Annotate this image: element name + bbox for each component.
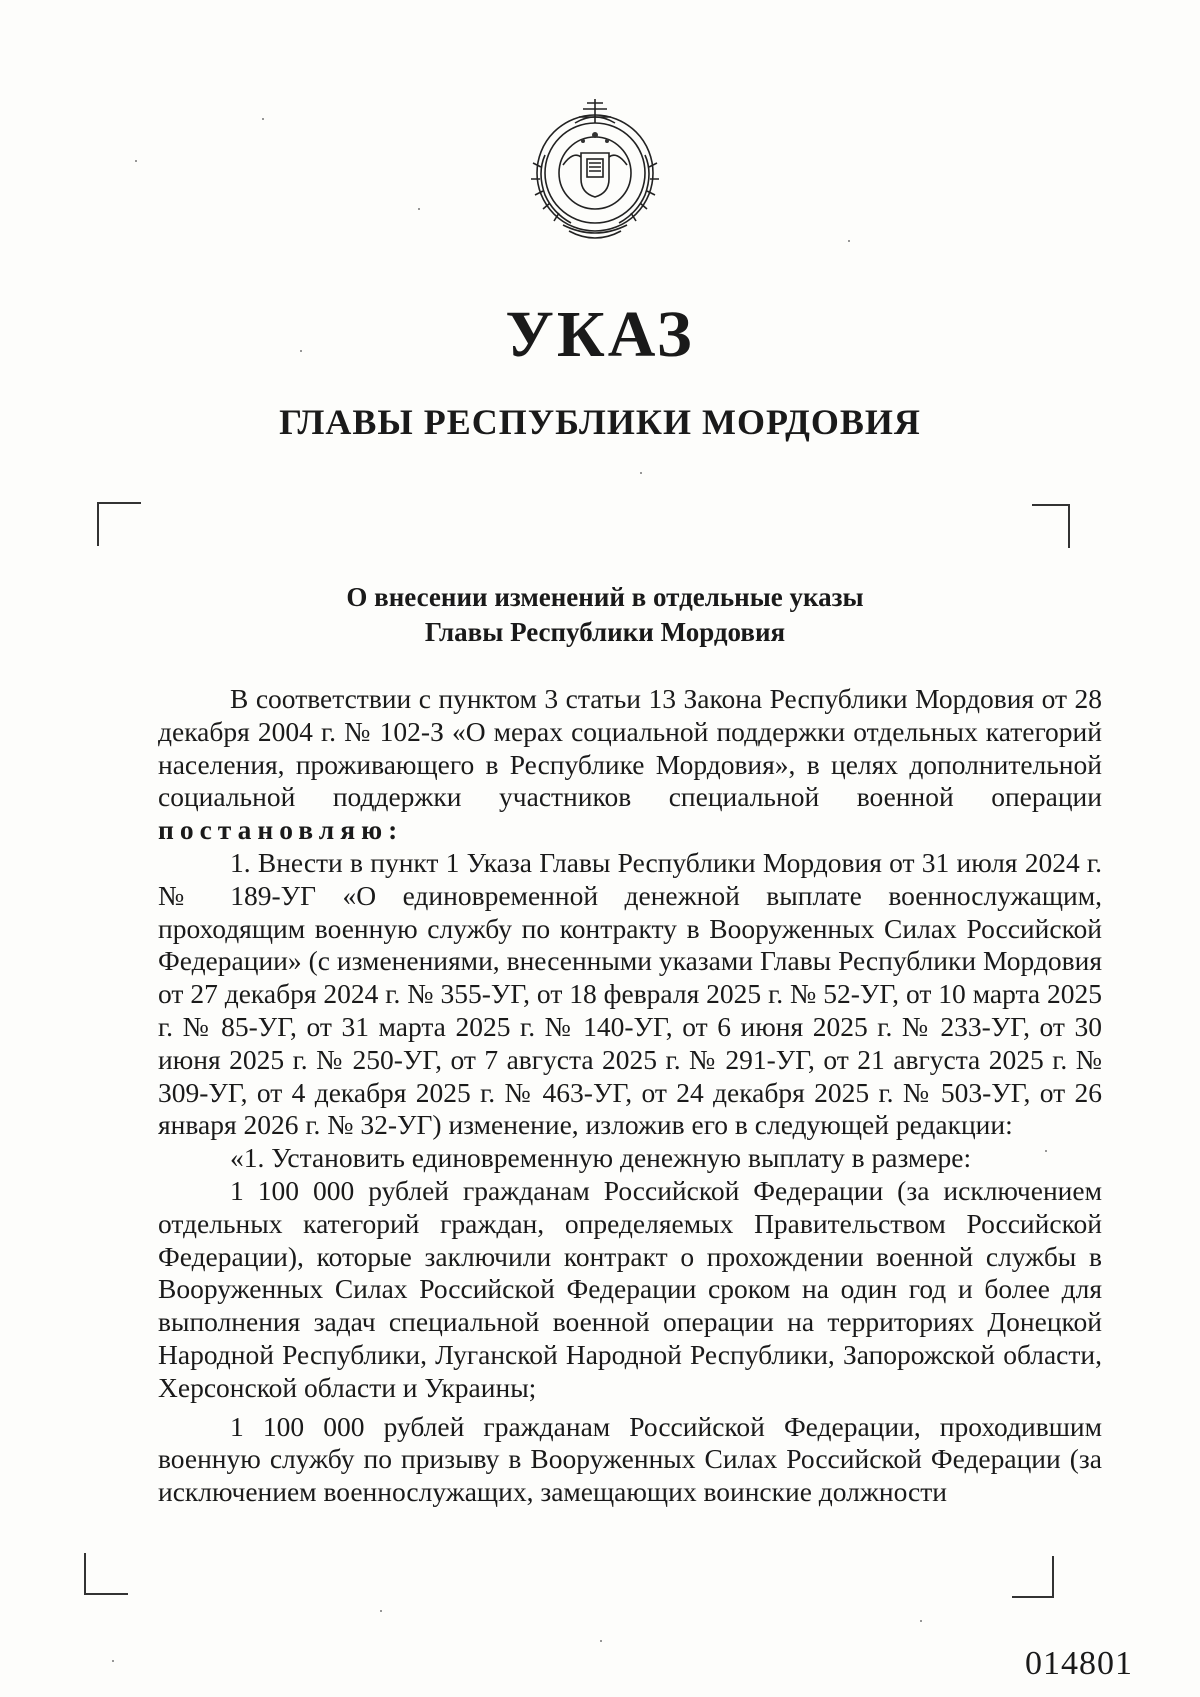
scan-speck (262, 118, 264, 120)
preamble-text: В соответствии с пунктом 3 статьи 13 Закона Республики Мордовия от 28 декабря 2004 г. № 102-З «О мерах социальной поддержки отдельных категорий населения, проживающего в Республике Мордовия», в целях дополнительной социальной поддержки участников специальной военной операции (158, 683, 1102, 813)
scan-speck (300, 350, 302, 352)
scan-speck (112, 1660, 114, 1662)
document-title (150, 580, 1060, 650)
document-body (158, 683, 1102, 1509)
scan-speck (380, 1610, 382, 1612)
scan-speck (600, 1640, 602, 1642)
item-paragraph-4: 1 100 000 рублей гражданам Российской Федерации, проходившим военную службу по призыву в Вооруженных Силах Российской Федерации (за исключением военнослужащих, замещающих воинские должности (158, 1410, 1102, 1508)
sheet-number: 014801 (1025, 1645, 1133, 1682)
coat-of-arms-of-mordovia-icon (523, 95, 668, 245)
scan-speck (135, 160, 137, 162)
corner-mark-bottom-right (1012, 1556, 1054, 1598)
document-title-line-2: Главы Республики Мордовия (424, 617, 786, 647)
scan-speck (920, 1620, 922, 1622)
item-paragraph-1: 1. Внести в пункт 1 Указа Главы Республики Мордовия от 31 июля 2024 г. № 189-УГ «О единовременной денежной выплате военнослужащим, проходящим военную службу по контракту в Вооруженных Силах Российской Федерации» (с изменениями, внесенными указами Главы Республики Мордовия от 27 декабря 2024 г. № 355-УГ, от 18 февраля 2025 г. № 52-УГ, от 10 марта 2025 г. № 85-УГ, от 31 марта 2025 г. № 140-УГ, от 6 июня 2025 г. № 233-УГ, от 30 июня 2025 г. № 250-УГ, от 7 августа 2025 г. № 291-УГ, от 21 августа 2025 г. № 309-УГ, от 4 декабря 2025 г. № 463-УГ, от 24 декабря 2025 г. № 503-УГ, от 26 января 2026 г. № 32-УГ) изменение, изложив его в следующей редакции: (158, 846, 1102, 1141)
issuer-heading: ГЛАВЫ РЕСПУБЛИКИ МОРДОВИЯ (279, 402, 921, 442)
corner-mark-top-right (1032, 504, 1070, 548)
preamble-paragraph (158, 683, 1102, 847)
scan-speck (1045, 1150, 1047, 1152)
corner-mark-bottom-left (84, 1553, 128, 1595)
scan-speck (848, 240, 850, 242)
decree-word: постановляю: (158, 814, 404, 846)
corner-mark-top-left (97, 502, 141, 546)
scan-speck (418, 208, 420, 210)
scan-speck (640, 472, 642, 474)
document-title-line-1: О внесении изменений в отдельные указы (346, 582, 864, 612)
document-type-heading: УКАЗ (505, 298, 695, 371)
item-paragraph-3: 1 100 000 рублей гражданам Российской Федерации (за исключением отдельных категорий граждан, определяемых Правительством Российской Федерации), которые заключили контракт о прохождении военной службы в Вооруженных Силах Российской Федерации сроком на один год и более для выполнения задач специальной военной операции на территориях Донецкой Народной Республики, Луганской Народной Республики, Запорожской области, Херсонской области и Украины; (158, 1174, 1102, 1403)
item-paragraph-2: «1. Установить единовременную денежную выплату в размере: (230, 1142, 972, 1174)
